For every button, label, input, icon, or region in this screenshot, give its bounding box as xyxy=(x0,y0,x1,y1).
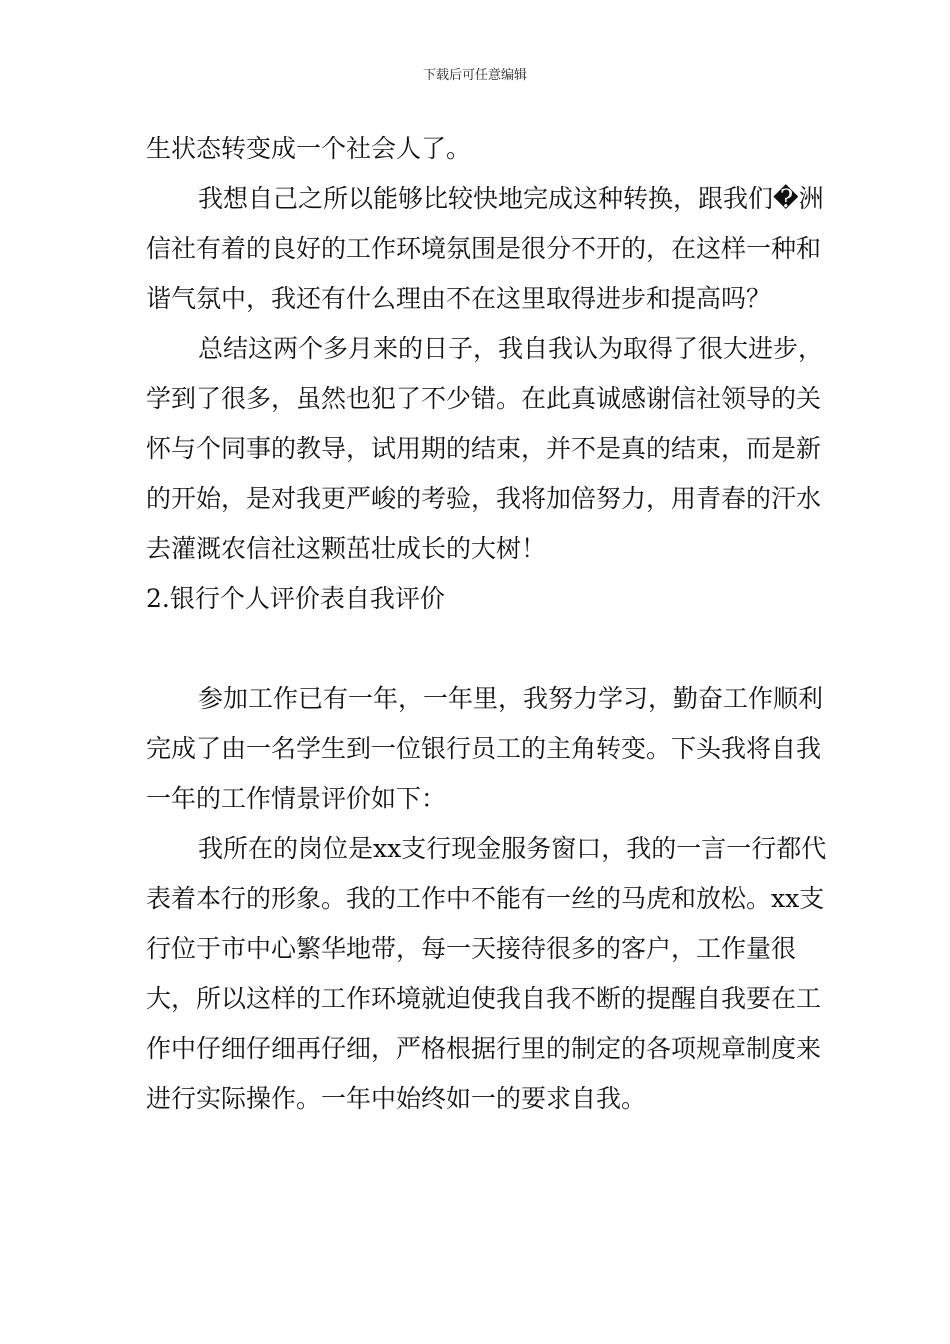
paragraph-5: 我所在的岗位是xx支行现金服务窗口，我的一言一行都代表着本行的形象。我的工作中不能有一丝的马虎和放松。xx支行位于市中心繁华地带，每一天接待很多的客户，工作量很大，所以这样的工作环境就迫使我自我不断的提醒自我要在工作中仔细仔细再仔细，严格根据行里的制定的各项规章制度来进行实际操作。一年中始终如一的要求自我。 xyxy=(146,834,827,1113)
blank-line xyxy=(146,624,836,674)
page-header: 下载后可任意编辑 xyxy=(422,68,527,83)
paragraph-2: 我想自己之所以能够比较快地完成这种转换，跟我们�洲信社有着的良好的工作环境氛围是很分不开的，在这样一种和谐气氛中，我还有什么理由不在这里取得进步和提高吗？ xyxy=(146,184,824,313)
document-body xyxy=(146,124,836,1124)
paragraph-4: 参加工作已有一年，一年里，我努力学习，勤奋工作顺利完成了由一名学生到一位银行员工的主角转变。下头我将自我一年的工作情景评价如下： xyxy=(146,684,824,813)
section-heading: 2.银行个人评价表自我评价 xyxy=(146,584,445,613)
paragraph-3: 总结这两个多月来的日子，我自我认为取得了很大进步，学到了很多，虽然也犯了不少错。在此真诚感谢信社领导的关怀与个同事的教导，试用期的结束，并不是真的结束，而是新的开始，是对我更严峻的考验，我将加倍努力，用青春的汗水去灌溉农信社这颗茁壮成长的大树！ xyxy=(146,334,824,563)
paragraph-1: 生状态转变成一个社会人了。 xyxy=(146,134,472,163)
